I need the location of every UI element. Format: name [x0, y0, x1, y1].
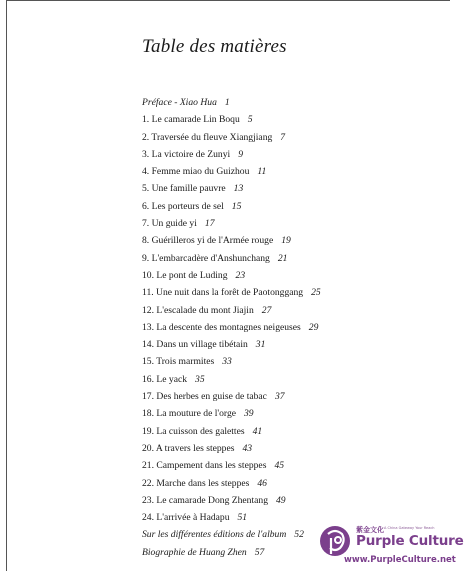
- toc-entry: [142, 336, 442, 353]
- toc-entry: [142, 180, 442, 197]
- toc-entry-page-number: 41: [252, 425, 263, 437]
- toc-entry: [142, 146, 442, 163]
- toc-entry-page-number: 9: [238, 148, 243, 160]
- toc-entry: [142, 267, 442, 284]
- toc-entry: [142, 284, 442, 301]
- toc-entry-page-number: 21: [277, 252, 288, 264]
- toc-entry-page-number: 15: [231, 200, 242, 212]
- toc-entry: [142, 405, 442, 422]
- toc-entry-title: 20. A travers les steppes: [142, 442, 235, 454]
- toc-entry-title: 11. Une nuit dans la forêt de Paotonggang: [142, 287, 304, 299]
- toc-entry-page-number: 51: [237, 512, 248, 524]
- toc-entry: [142, 250, 442, 267]
- watermark-chinese-text: 紫金文化: [356, 526, 384, 534]
- toc-entry-page-number: 45: [274, 460, 285, 472]
- toc-entry-page-number: 49: [276, 494, 286, 506]
- toc-entry-page-number: 27: [261, 304, 272, 316]
- toc-entry-page-number: 7: [280, 131, 286, 143]
- toc-entry-page-number: 33: [222, 356, 232, 368]
- toc-entry-page-number: 52: [294, 529, 304, 541]
- toc-entry-page-number: 1: [224, 97, 230, 108]
- toc-entry-title: 1. Le camarade Lin Boqu: [142, 114, 240, 126]
- toc-entry-title: 12. L'escalade du mont Jiajin: [142, 304, 254, 316]
- toc-entry: [142, 319, 442, 336]
- toc-entry-title: 24. L'arrivée à Hadapu: [142, 512, 230, 524]
- toc-entry-title: 6. Les porteurs de sel: [142, 200, 224, 212]
- watermark: [318, 524, 464, 568]
- toc-entry-title: 19. La cuisson des galettes: [142, 425, 245, 437]
- toc-entry-title: 10. Le pont de Luding: [142, 269, 228, 281]
- toc-entry: [142, 198, 442, 215]
- toc-entry: [142, 353, 442, 370]
- toc-entry-title: 8. Guérilleros yi de l'Armée rouge: [142, 235, 274, 247]
- toc-entry: [142, 129, 442, 146]
- toc-entry: [142, 440, 442, 457]
- toc-entry-page-number: 31: [255, 339, 266, 351]
- toc-entry: [142, 492, 442, 509]
- toc-entry: [142, 94, 442, 111]
- toc-entry-title: 2. Traversée du fleuve Xiangjiang: [142, 131, 273, 143]
- toc-entry-title: 22. Marche dans les steppes: [142, 477, 250, 489]
- toc-entry-page-number: 5: [247, 114, 253, 126]
- toc-entry: [142, 388, 442, 405]
- watermark-brand: Purple Culture: [356, 533, 464, 549]
- toc-entry-page-number: 23: [235, 269, 246, 281]
- toc-entry-page-number: 39: [244, 408, 254, 420]
- toc-entry: [142, 475, 442, 492]
- toc-entry: [142, 423, 442, 440]
- page-title: Table des matières: [142, 36, 287, 57]
- toc-entry-page-number: 43: [242, 442, 253, 454]
- toc-entry-title: Sur les différentes éditions de l'album: [142, 529, 287, 541]
- toc-entry-title: 14. Dans un village tibétain: [142, 339, 248, 351]
- toc-entry-title: 16. Le yack: [142, 373, 188, 385]
- toc-entry-page-number: 17: [204, 218, 215, 230]
- toc-entry-page-number: 19: [281, 235, 291, 247]
- toc-entry-title: 18. La mouture de l'orge: [142, 408, 236, 420]
- toc-entry-page-number: 11: [257, 166, 267, 178]
- toc-entry: [142, 457, 442, 474]
- toc-entry-title: 7. Un guide yi: [142, 218, 197, 230]
- toc-entry-title: 9. L'embarcadère d'Anshunchang: [142, 252, 270, 264]
- toc-entry-page-number: 25: [311, 287, 321, 299]
- toc-entry: [142, 302, 442, 319]
- toc-entry-title: 17. Des herbes en guise de tabac: [142, 391, 267, 403]
- toc-entry-title: 23. Le camarade Dong Zhentang: [142, 494, 268, 506]
- toc-entry-title: 15. Trois marmites: [142, 356, 215, 368]
- watermark-tagline: A China Gateway Your Reach: [384, 526, 435, 530]
- toc-entry-title: Préface - Xiao Hua: [142, 97, 217, 108]
- table-of-contents: [142, 94, 442, 561]
- toc-entry-page-number: 29: [308, 321, 319, 333]
- watermark-url: www.PurpleCulture.net: [344, 555, 456, 565]
- toc-entry-page-number: 35: [195, 373, 205, 385]
- toc-entry-title: 4. Femme miao du Guizhou: [142, 166, 250, 178]
- toc-entry-title: 5. Une famille pauvre: [142, 183, 226, 195]
- toc-entry: [142, 232, 442, 249]
- toc-entry-page-number: 37: [274, 391, 285, 403]
- toc-entry-page-number: 57: [254, 546, 265, 558]
- toc-entry: [142, 215, 442, 232]
- toc-entry: [142, 111, 442, 128]
- toc-entry: [142, 371, 442, 388]
- toc-entry-title: Biographie de Huang Zhen: [142, 546, 247, 558]
- toc-entry: [142, 163, 442, 180]
- toc-entry-page-number: 13: [233, 183, 244, 195]
- toc-entry-title: 21. Campement dans les steppes: [142, 460, 267, 472]
- toc-entry-title: 13. La descente des montagnes neigeuses: [142, 321, 301, 333]
- toc-entry-page-number: 46: [257, 477, 267, 489]
- toc-entry-title: 3. La victoire de Zunyi: [142, 148, 231, 160]
